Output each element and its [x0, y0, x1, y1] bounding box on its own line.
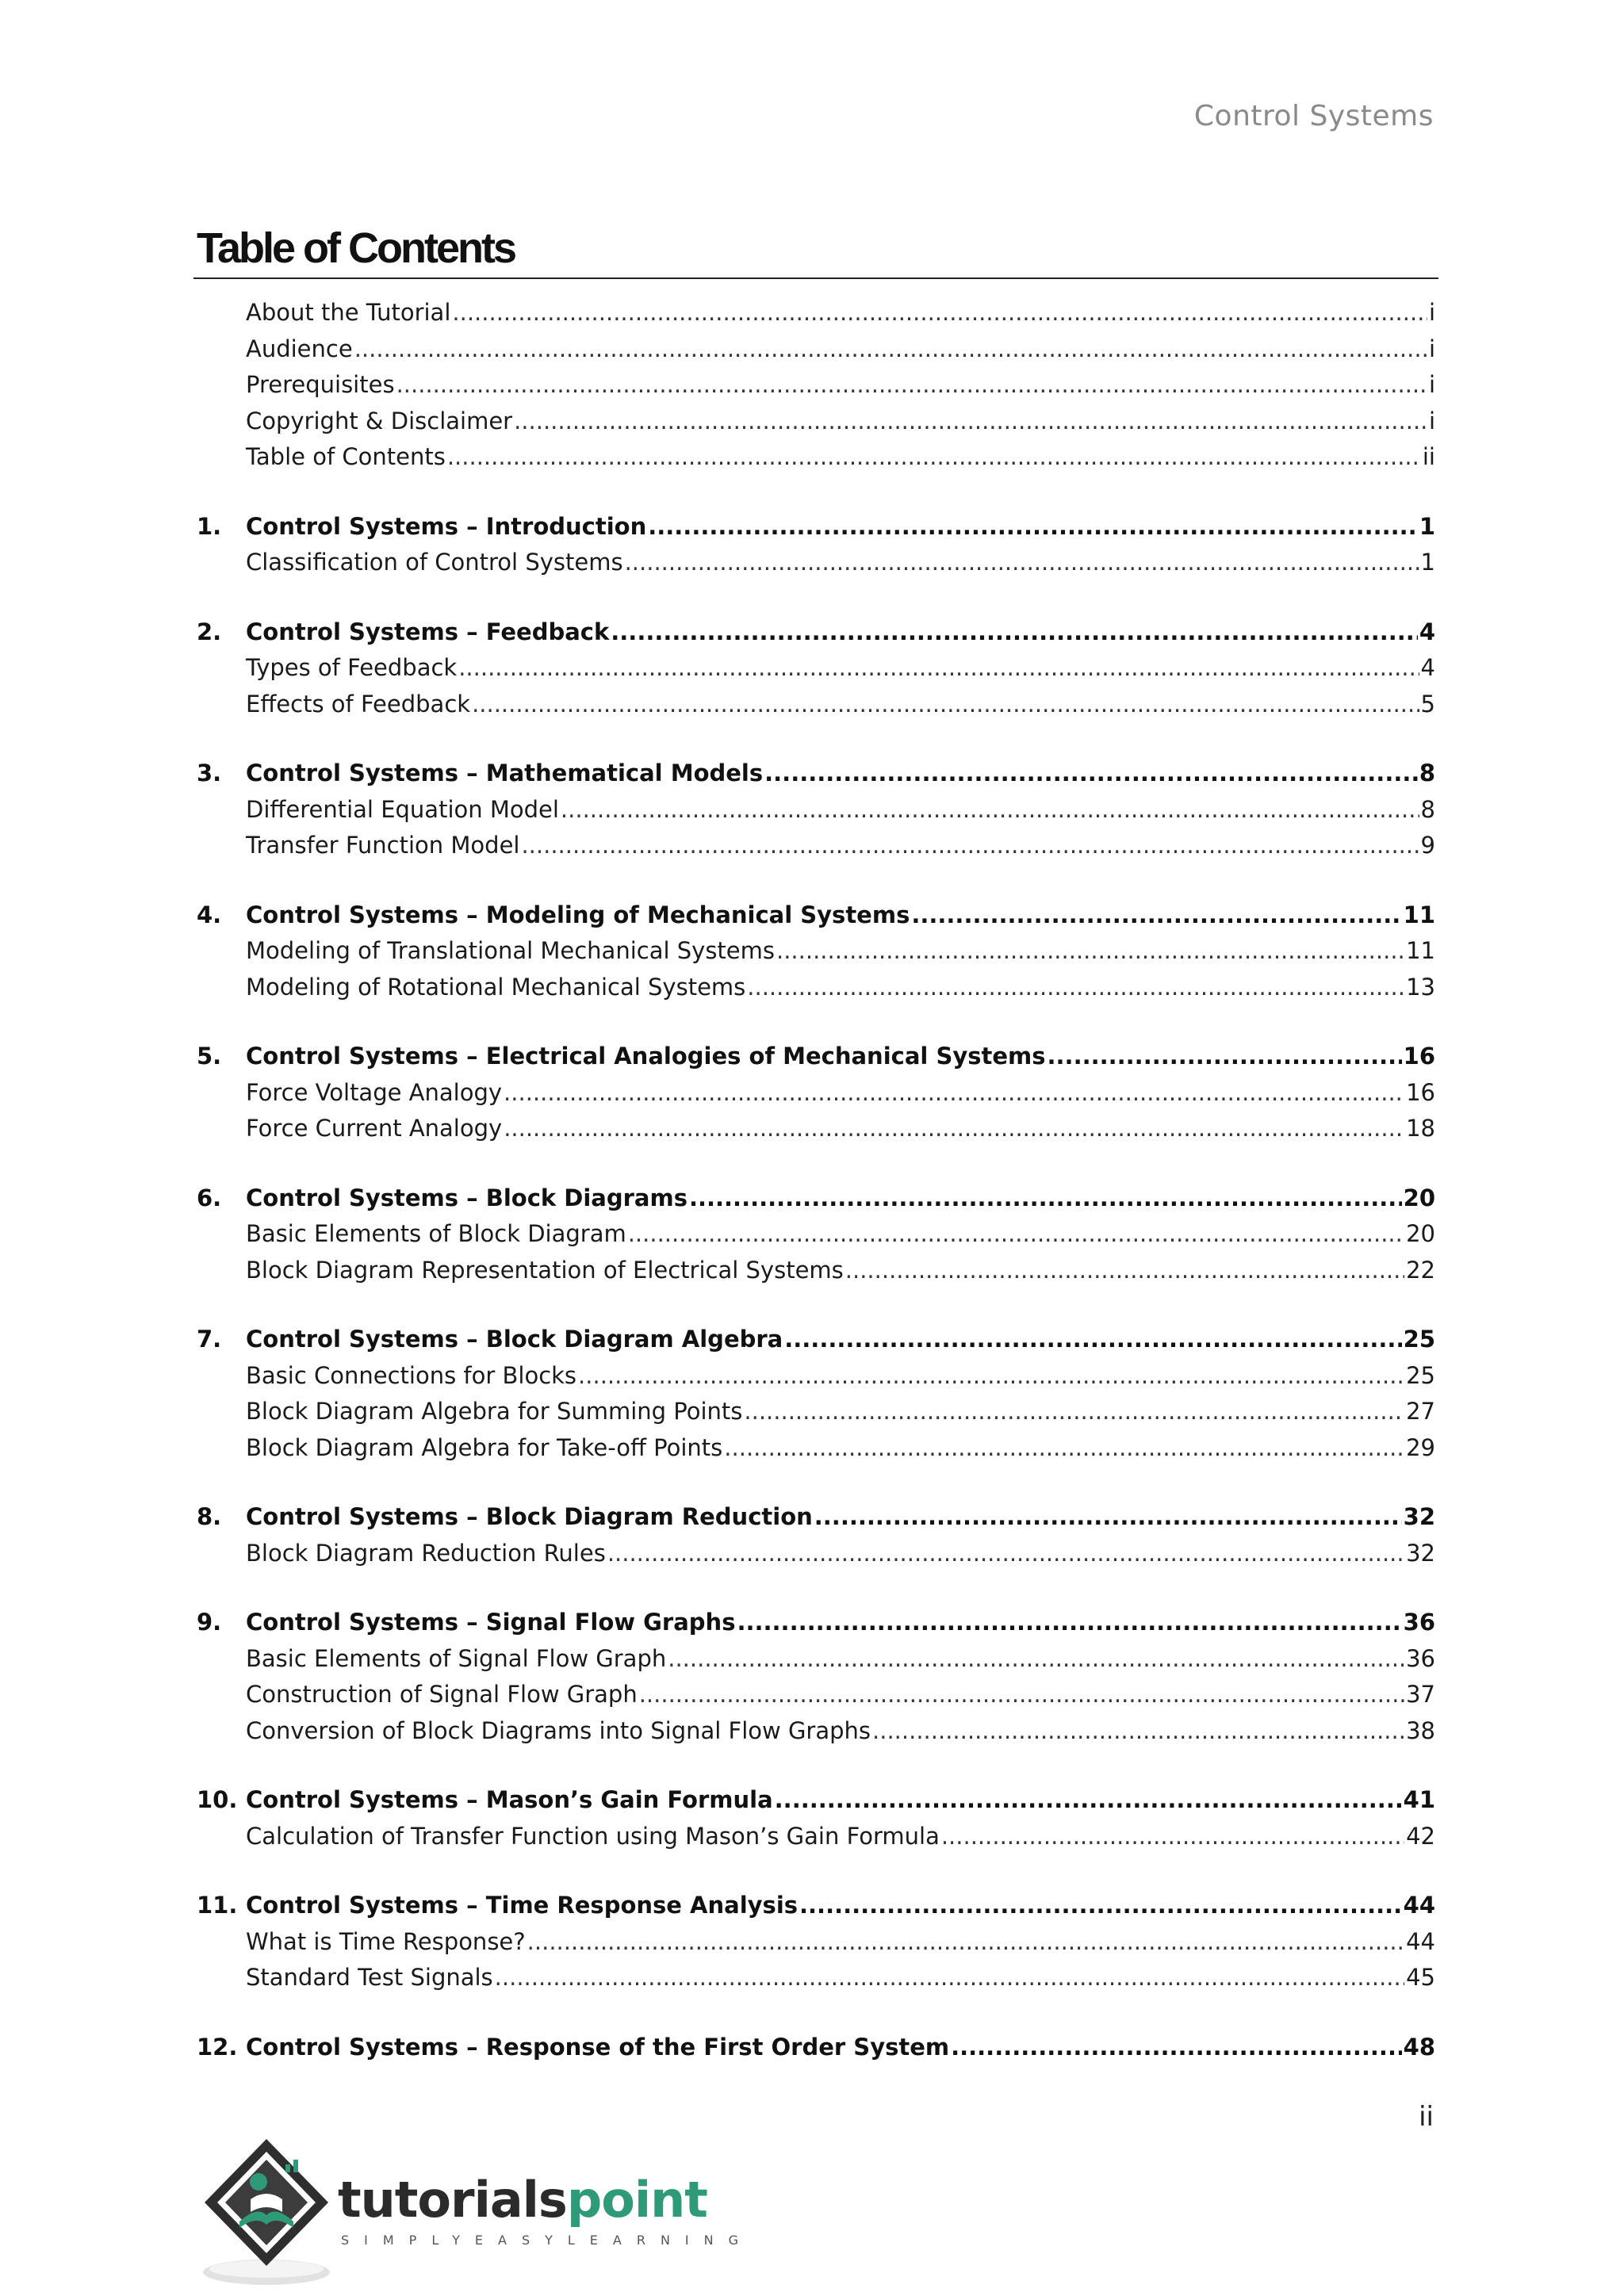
dot-leader — [396, 367, 1427, 404]
front-matter-group — [197, 295, 1435, 476]
toc-entry[interactable] — [197, 1075, 1435, 1112]
page-ref: 44 — [1403, 1892, 1435, 1919]
dot-leader — [578, 1358, 1404, 1395]
toc-entry[interactable] — [197, 1111, 1435, 1147]
page-ref: 38 — [1406, 1716, 1435, 1744]
entry-title: Prerequisites — [246, 371, 395, 398]
page-ref: 32 — [1403, 1503, 1435, 1530]
page-ref: i — [1428, 299, 1435, 326]
toc-chapter-entry[interactable] — [197, 1782, 1435, 1819]
entry-title: Block Diagram Algebra for Take-off Points — [246, 1433, 723, 1461]
dot-leader — [504, 1111, 1404, 1147]
dot-leader — [452, 295, 1427, 331]
entry-title: Block Diagram Representation of Electrical Systems — [246, 1256, 844, 1284]
toc-entry[interactable] — [197, 1641, 1435, 1678]
dot-leader — [911, 897, 1401, 934]
page-ref: i — [1428, 407, 1435, 434]
chapter-group — [197, 1181, 1435, 1289]
toc-entry[interactable] — [197, 439, 1435, 476]
chapter-title: Control Systems – Block Diagram Algebra — [246, 1326, 783, 1353]
page-ref: 32 — [1406, 1539, 1435, 1567]
entry-title: Force Voltage Analogy — [246, 1078, 503, 1106]
dot-leader — [724, 1430, 1404, 1467]
page-ref: 13 — [1406, 973, 1435, 1001]
dot-leader — [639, 1677, 1404, 1713]
toc-chapter-entry[interactable] — [197, 1181, 1435, 1217]
logo-wordmark — [338, 2171, 707, 2229]
page-ref: 8 — [1420, 795, 1435, 823]
title-divider — [193, 277, 1438, 279]
dot-leader — [689, 1181, 1402, 1217]
entry-title: About the Tutorial — [246, 299, 451, 326]
dot-leader — [845, 1253, 1404, 1289]
entry-title: Modeling of Rotational Mechanical Systems — [246, 973, 746, 1001]
dot-leader — [447, 439, 1421, 476]
entry-title: What is Time Response? — [246, 1927, 526, 1955]
page-ref: 16 — [1403, 1043, 1435, 1070]
chapter-number: 6. — [197, 1184, 222, 1211]
chapter-title: Control Systems – Mason’s Gain Formula — [246, 1786, 773, 1813]
entry-title: Basic Connections for Blocks — [246, 1361, 577, 1389]
page-ref: 42 — [1406, 1822, 1435, 1850]
dot-leader — [504, 1075, 1404, 1112]
dot-leader — [744, 1394, 1404, 1430]
toc-entry[interactable] — [197, 687, 1435, 723]
toc-chapter-entry[interactable] — [197, 897, 1435, 934]
dot-leader — [1048, 1039, 1402, 1075]
chapter-group — [197, 1039, 1435, 1147]
toc-chapter-entry[interactable] — [197, 614, 1435, 651]
page-title: Table of Contents — [197, 224, 515, 272]
chapter-number: 3. — [197, 760, 222, 786]
page-ref: 29 — [1406, 1433, 1435, 1461]
entry-title: Standard Test Signals — [246, 1964, 493, 1991]
dot-leader — [814, 1499, 1402, 1536]
logo-tagline: SIMPLYEASYLEARNING — [341, 2233, 754, 2248]
page-ref: 1 — [1419, 512, 1435, 540]
chapter-group — [197, 1322, 1435, 1466]
dot-leader — [776, 933, 1404, 970]
entry-title: Basic Elements of Signal Flow Graph — [246, 1644, 667, 1672]
chapter-title: Control Systems – Mathematical Models — [246, 760, 764, 786]
toc-entry[interactable] — [197, 331, 1435, 368]
toc-entry[interactable] — [197, 1253, 1435, 1289]
page-ref: 44 — [1406, 1927, 1435, 1955]
toc-entry[interactable] — [197, 933, 1435, 970]
chapter-group — [197, 1782, 1435, 1854]
page-ref: 45 — [1406, 1964, 1435, 1991]
entry-title: Transfer Function Model — [246, 832, 520, 859]
entry-title: Block Diagram Reduction Rules — [246, 1539, 606, 1567]
chapter-group — [197, 509, 1435, 581]
toc-entry[interactable] — [197, 1216, 1435, 1253]
page-ref: 36 — [1406, 1644, 1435, 1672]
dot-leader — [737, 1605, 1401, 1641]
entry-title: Audience — [246, 335, 353, 362]
page-ref: 8 — [1419, 760, 1435, 786]
chapter-group — [197, 1605, 1435, 1749]
page-ref: 22 — [1406, 1256, 1435, 1284]
toc-entry[interactable] — [197, 367, 1435, 404]
entry-title: Conversion of Block Diagrams into Signal Flow Graphs — [246, 1716, 871, 1744]
logo-word-main: tutorials — [338, 2171, 567, 2229]
logo-word-accent: point — [566, 2171, 707, 2229]
chapter-title: Control Systems – Block Diagrams — [246, 1184, 688, 1211]
dot-leader — [628, 1216, 1404, 1253]
chapter-group — [197, 897, 1435, 1006]
dot-leader — [747, 970, 1404, 1006]
page-ref: 1 — [1420, 549, 1435, 576]
chapter-group — [197, 1888, 1435, 1996]
chapter-number: 8. — [197, 1503, 222, 1530]
chapter-title: Control Systems – Response of the First Order System — [246, 2033, 950, 2061]
chapter-title: Control Systems – Block Diagram Reduction — [246, 1503, 813, 1530]
toc-entry[interactable] — [197, 1960, 1435, 1996]
dot-leader — [514, 404, 1427, 440]
page-ref: 11 — [1406, 937, 1435, 964]
page-ref: 48 — [1403, 2033, 1435, 2061]
dot-leader — [611, 614, 1418, 651]
toc-entry[interactable] — [197, 1430, 1435, 1467]
dot-leader — [495, 1960, 1404, 1996]
page-ref: 4 — [1420, 654, 1435, 681]
toc-entry[interactable] — [197, 1536, 1435, 1572]
toc-entry[interactable] — [197, 1819, 1435, 1855]
dot-leader — [607, 1536, 1404, 1572]
dot-leader — [625, 545, 1419, 581]
dot-leader — [472, 687, 1419, 723]
dot-leader — [775, 1782, 1402, 1819]
chapter-group — [197, 756, 1435, 864]
dot-leader — [941, 1819, 1404, 1855]
chapter-group — [197, 614, 1435, 723]
entry-title: Force Current Analogy — [246, 1115, 503, 1142]
chapter-number: 5. — [197, 1043, 222, 1070]
entry-title: Differential Equation Model — [246, 795, 559, 823]
dot-leader — [521, 828, 1419, 864]
chapter-title: Control Systems – Time Response Analysis — [246, 1892, 799, 1919]
chapter-number: 1. — [197, 512, 222, 540]
page-ref: 25 — [1403, 1326, 1435, 1353]
entry-title: Copyright & Disclaimer — [246, 407, 513, 434]
toc-chapter-entry[interactable] — [197, 1322, 1435, 1358]
tutorialspoint-logo — [193, 2133, 754, 2291]
page-ref: 11 — [1403, 901, 1435, 928]
entry-title: Effects of Feedback — [246, 690, 471, 718]
page-ref: 4 — [1419, 618, 1435, 645]
page-ref: 37 — [1406, 1681, 1435, 1708]
toc-entry[interactable] — [197, 545, 1435, 581]
entry-title: Basic Elements of Block Diagram — [246, 1220, 626, 1247]
toc-entry[interactable] — [197, 970, 1435, 1006]
toc-chapter-entry[interactable] — [197, 1499, 1435, 1536]
page-ref: 5 — [1420, 690, 1435, 718]
dot-leader — [784, 1322, 1401, 1358]
dot-leader — [648, 509, 1418, 545]
page-ref: 20 — [1406, 1220, 1435, 1247]
toc-entry[interactable] — [197, 1677, 1435, 1713]
toc-entry[interactable] — [197, 1358, 1435, 1395]
dot-leader — [527, 1924, 1404, 1961]
toc-chapter-entry[interactable] — [197, 756, 1435, 792]
page-ref: 18 — [1406, 1115, 1435, 1142]
chapter-title: Control Systems – Feedback — [246, 618, 610, 645]
chapter-number: 7. — [197, 1326, 222, 1353]
chapter-group — [197, 2030, 1435, 2066]
toc-chapter-entry[interactable] — [197, 1605, 1435, 1641]
page-ref: 25 — [1406, 1361, 1435, 1389]
toc-chapter-entry[interactable] — [197, 2030, 1435, 2066]
chapter-number: 2. — [197, 618, 222, 645]
toc-chapter-entry[interactable] — [197, 1039, 1435, 1075]
running-header: Control Systems — [1193, 100, 1434, 132]
toc-chapter-entry[interactable] — [197, 509, 1435, 545]
page-number: ii — [1419, 2101, 1434, 2133]
chapter-number: 10. — [197, 1786, 238, 1813]
dot-leader — [764, 756, 1418, 792]
dot-leader — [354, 331, 1427, 368]
entry-title: Construction of Signal Flow Graph — [246, 1681, 638, 1708]
entry-title: Types of Feedback — [246, 654, 458, 681]
dot-leader — [951, 2030, 1402, 2066]
page-ref: 36 — [1403, 1609, 1435, 1636]
page-ref: i — [1428, 371, 1435, 398]
toc-entry[interactable] — [197, 650, 1435, 687]
entry-title: Modeling of Translational Mechanical Systems — [246, 937, 775, 964]
dot-leader — [872, 1713, 1404, 1750]
entry-title: Block Diagram Algebra for Summing Points — [246, 1398, 743, 1425]
chapter-group — [197, 1499, 1435, 1571]
toc-chapter-entry[interactable] — [197, 1888, 1435, 1924]
page-ref: 20 — [1403, 1184, 1435, 1211]
entry-title: Calculation of Transfer Function using Mason’s Gain Formula — [246, 1822, 940, 1850]
dot-leader — [458, 650, 1419, 687]
page-ref: ii — [1422, 443, 1435, 470]
toc-entry[interactable] — [197, 828, 1435, 864]
chapter-title: Control Systems – Modeling of Mechanical Systems — [246, 901, 910, 928]
toc-entry[interactable] — [197, 1924, 1435, 1961]
toc-entry[interactable] — [197, 1713, 1435, 1750]
entry-title: Classification of Control Systems — [246, 549, 623, 576]
logo-emblem-icon — [193, 2133, 336, 2291]
chapter-title: Control Systems – Introduction — [246, 512, 647, 540]
dot-leader — [668, 1641, 1404, 1678]
chapter-number: 9. — [197, 1609, 222, 1636]
toc-entry[interactable] — [197, 1394, 1435, 1430]
chapter-title: Control Systems – Electrical Analogies of Mechanical Systems — [246, 1043, 1046, 1070]
toc-entry[interactable] — [197, 792, 1435, 828]
page-ref: 27 — [1406, 1398, 1435, 1425]
dot-leader — [799, 1888, 1402, 1924]
page-ref: i — [1428, 335, 1435, 362]
page-ref: 41 — [1403, 1786, 1435, 1813]
chapter-number: 4. — [197, 901, 222, 928]
page-ref: 16 — [1406, 1078, 1435, 1106]
toc-entry[interactable] — [197, 404, 1435, 440]
page-ref: 9 — [1420, 832, 1435, 859]
entry-title: Table of Contents — [246, 443, 446, 470]
table-of-contents — [197, 295, 1435, 2065]
chapter-number: 11. — [197, 1892, 238, 1919]
chapter-title: Control Systems – Signal Flow Graphs — [246, 1609, 736, 1636]
dot-leader — [561, 792, 1419, 828]
chapter-number: 12. — [197, 2033, 238, 2061]
toc-entry[interactable] — [197, 295, 1435, 331]
